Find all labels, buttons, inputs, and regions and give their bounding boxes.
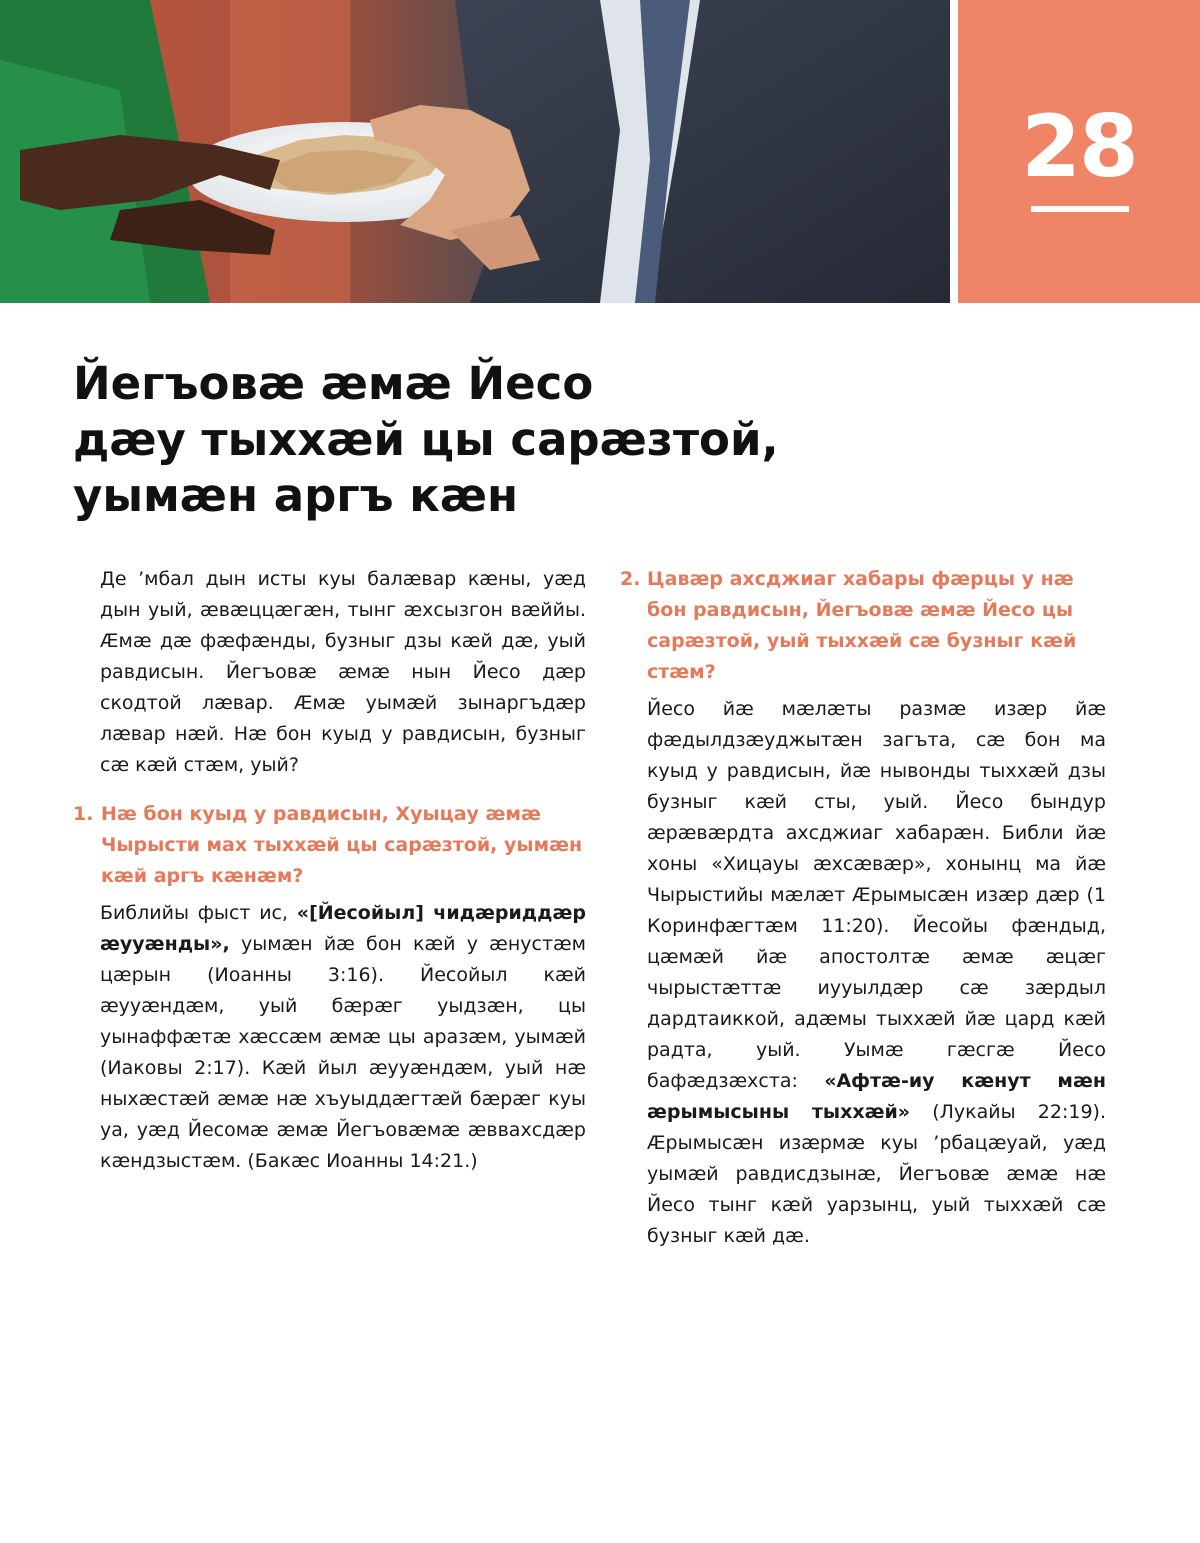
lesson-title: [73, 356, 933, 524]
lesson-number-underline: [1031, 206, 1129, 212]
question-number: 1.: [73, 803, 94, 825]
paragraph-text: Йесо йæ мæлæты размæ изæр йæ фæдылдзæуджытæн загъта, сæ бон ма куыд у равдисын, йæ нывонды тыххæй дзы бузныг кæй сты, уый. Йесо бындур æрæвæрдта ахсджиаг хабарæн. Библи йæ хоны «Хицауы æхсæвæр», хонынц ма йæ Чырыстийы мæлæт Æрымысæн изæр дæр (1 Коринфæгтæм 11:20). Йесойы фæндыд, цæмæй йæ апостолтæ æмæ æцæг чырыстæттæ иууылдæр сæ зæрдыл дардтаиккой, адæмы тыххæй йæ цард кæй радта, уый. Уымæ гæсгæ Йесо бафæдзæхста:: [647, 698, 1106, 1092]
paragraph-text: (Лукайы 22:19). Æрымысæн изæрмæ куы ’рбацæуай, уæд уымæй равдисдзынæ, Йегъовæ æмæ нæ Йесо тынг кæй уарзынц, уый тыххæй сæ бузныг кæй дæ.: [647, 1101, 1106, 1247]
paragraph-text: Библийы фыст ис,: [100, 902, 297, 924]
right-column: [620, 564, 1106, 1252]
question-text: Нæ бон куыд у равдисын, Хуыцау æмæ Чырысти мах тыххæй цы сарæзтой, уымæн кæй аргъ кæнæм?: [101, 803, 583, 887]
section-2: [620, 564, 1106, 1252]
section-paragraph: [647, 694, 1106, 1252]
title-line: Йегъовæ æмæ Йесо: [73, 357, 594, 410]
lesson-number-box: [958, 0, 1200, 303]
intro-paragraph: Де ’мбал дын исты куы балæвар кæны, уæд дын уый, æвæццæгæн, тынг æхсызгон вæййы. Æмæ дæ фæфæнды, бузныг дзы кæй дæ, уый равдисын. Йегъовæ æмæ нын Йесо дæр скодтой лæвар. Æмæ уымæй зынаргъдæр лæвар нæй. Нæ бон куыд у равдисын, бузныг сæ кæй стæм, уый?: [100, 568, 586, 776]
question-text: Цавæр ахсджиаг хабары фæрцы у нæ бон равдисын, Йегъовæ æмæ Йесо цы сарæзтой, уый тыххæй сæ бузныг кæй стæм?: [647, 568, 1077, 683]
lesson-number: 28: [1021, 97, 1137, 197]
photo-illustration: [0, 0, 950, 303]
header-photo: [0, 0, 950, 303]
section-question: [620, 564, 1106, 688]
title-line: уымæн аргъ кæн: [73, 469, 519, 522]
section-1: [73, 799, 587, 1177]
bold-quote: «[Йесойыл] чидæриддæр æууæнды»,: [100, 902, 587, 955]
section-question: [73, 799, 586, 892]
question-number: 2.: [620, 568, 641, 590]
bold-quote: «Афтæ-иу кæнут мæн æрымысыны тыххæй»: [647, 1070, 1106, 1123]
section-paragraph: [100, 898, 586, 1177]
paragraph-text: уымæн йæ бон кæй у æнустæм цæрын (Иоанны 3:16). Йесойыл кæй æууæндæм, уый бæрæг уыдзæн, цы уынаффæтæ хæссæм æмæ цы аразæм, уымæй (Иаковы 2:17). Кæй йыл æууæндæм, уый нæ ныхæстæй æмæ нæ хъуыддæгтæй бæрæг куы уа, уæд Йесомæ æмæ Йегъовæмæ æввахсдæр кæндзыстæм. (Бакæс Иоанны 14:21.): [100, 933, 586, 1172]
title-line: дæу тыххæй цы сарæзтой,: [73, 413, 779, 466]
left-column: [73, 564, 587, 1183]
